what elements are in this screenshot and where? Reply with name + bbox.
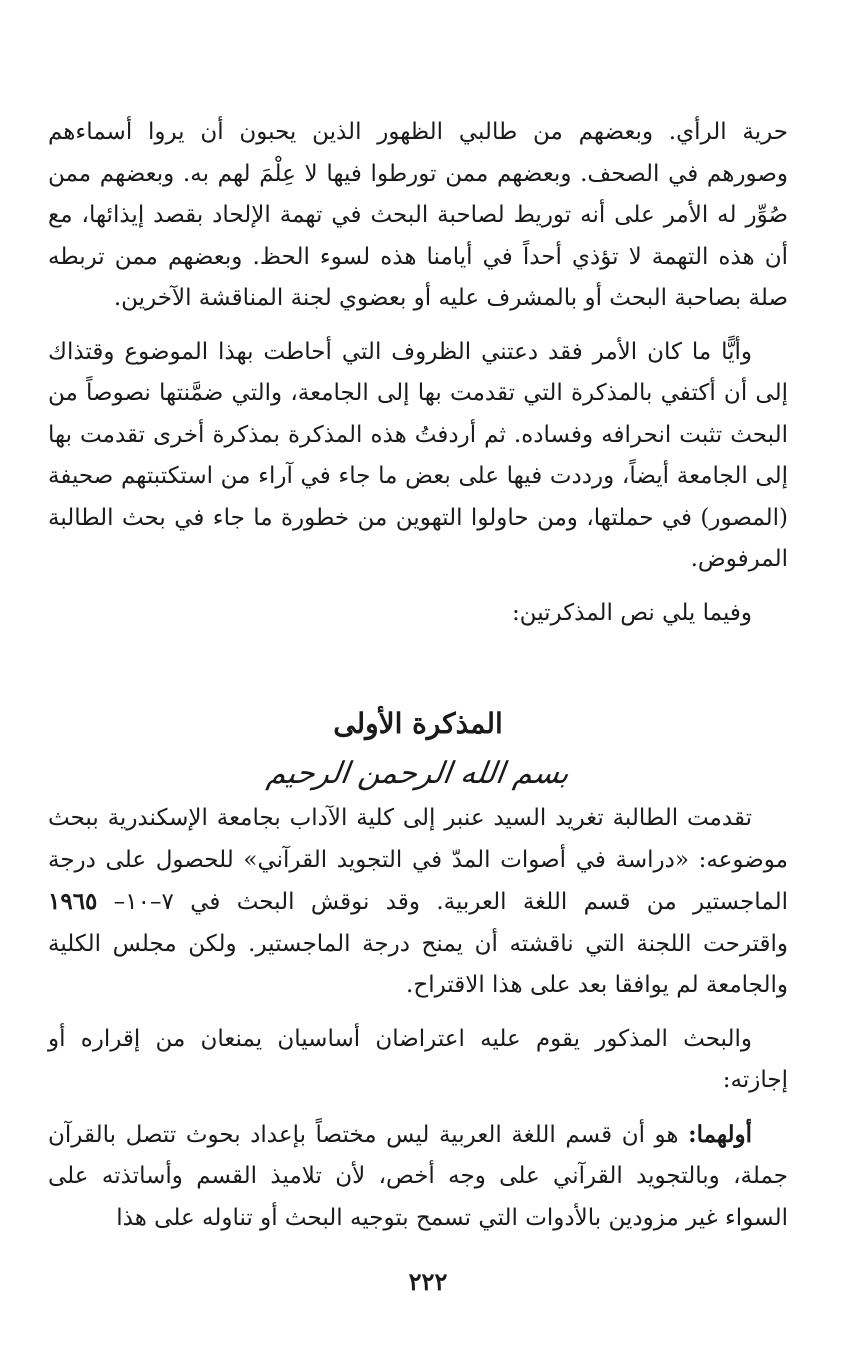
memo-p1-text-start: تقدمت الطالبة تغريد السيد عنبر إلى كلية الآداب بجامعة الإسكندرية ببحث موضوعه: «دراسة في أصوات المدّ في التجويد القرآني» للحصول على درجة الماجستير من قسم اللغة العربية. وقد نوقش البحث في ٧–١٠– [48, 805, 789, 915]
memo-p3-lead: أولهما: [688, 1120, 752, 1148]
memo-p1-year: ١٩٦٥ [48, 888, 98, 915]
memo-paragraph-2: والبحث المذكور يقوم عليه اعتراضان أساسيان يمنعان من إقراره أو إجازته: [48, 1025, 788, 1093]
memo-paragraph-1 [48, 798, 788, 1007]
memo-paragraph-3 [48, 1114, 788, 1240]
paragraph-opening: حرية الرأي. وبعضهم من طالبي الظهور الذين يحبون أن يروا أسماءهم وصورهم في الصحف. وبعضهم ممن تورطوا فيها لا عِلْمَ لهم به. وبعضهم ممن صُوِّر له الأمر على أنه توريط لصاحبة البحث في تهمة الإلحاد بقصد إيذائها، مع أن هذه التهمة لا تؤذي أحداً في أيامنا هذه لسوء الحظ. وبعضهم ممن تربطه صلة بصاحبة البحث أو بالمشرف عليه أو بعضوي لجنة المناقشة الآخرين. [48, 119, 788, 311]
basmala: بسم الله الرحمن الرحيم [264, 756, 572, 791]
memo-p3-text: هو أن قسم اللغة العربية ليس مختصاً بإعداد بحوث تتصل بالقرآن جملة، وبالتجويد القرآني على وجه أخص، لأن تلاميذ القسم وأساتذته على السواء غير مزودين بالأدوات التي تسمح بتوجيه البحث أو تناوله على هذا [48, 1121, 788, 1231]
paragraph-circumstances: وأيًّا ما كان الأمر فقد دعتني الظروف التي أحاطت بهذا الموضوع وقتذاك إلى أن أكتفي بالمذكرة التي تقدمت بها إلى الجامعة، والتي ضمَّنتها نصوصاً من البحث تثبت انحرافه وفساده. ثم أردفتُ هذه المذكرة بمذكرة أخرى تقدمت بها إلى الجامعة أيضاً، ورددت فيها على بعض ما جاء في آراء من استكتبتهم صحيفة (المصور) في حملتها، ومن حاولوا التهوين من خطورة ما جاء في بحث الطالبة المرفوض. [48, 338, 788, 572]
page-body [48, 112, 788, 1251]
page-number: ٢٢٢ [408, 1267, 448, 1296]
section-title: المذكرة الأولى [333, 707, 503, 740]
paragraph-intro-memos: وفيما يلي نص المذكرتين: [511, 599, 752, 626]
memo-p1-text-end: واقترحت اللجنة التي ناقشته أن يمنح درجة الماجستير. ولكن مجلس الكلية والجامعة لم يوافقا بعد على هذا الاقتراح. [48, 930, 788, 998]
